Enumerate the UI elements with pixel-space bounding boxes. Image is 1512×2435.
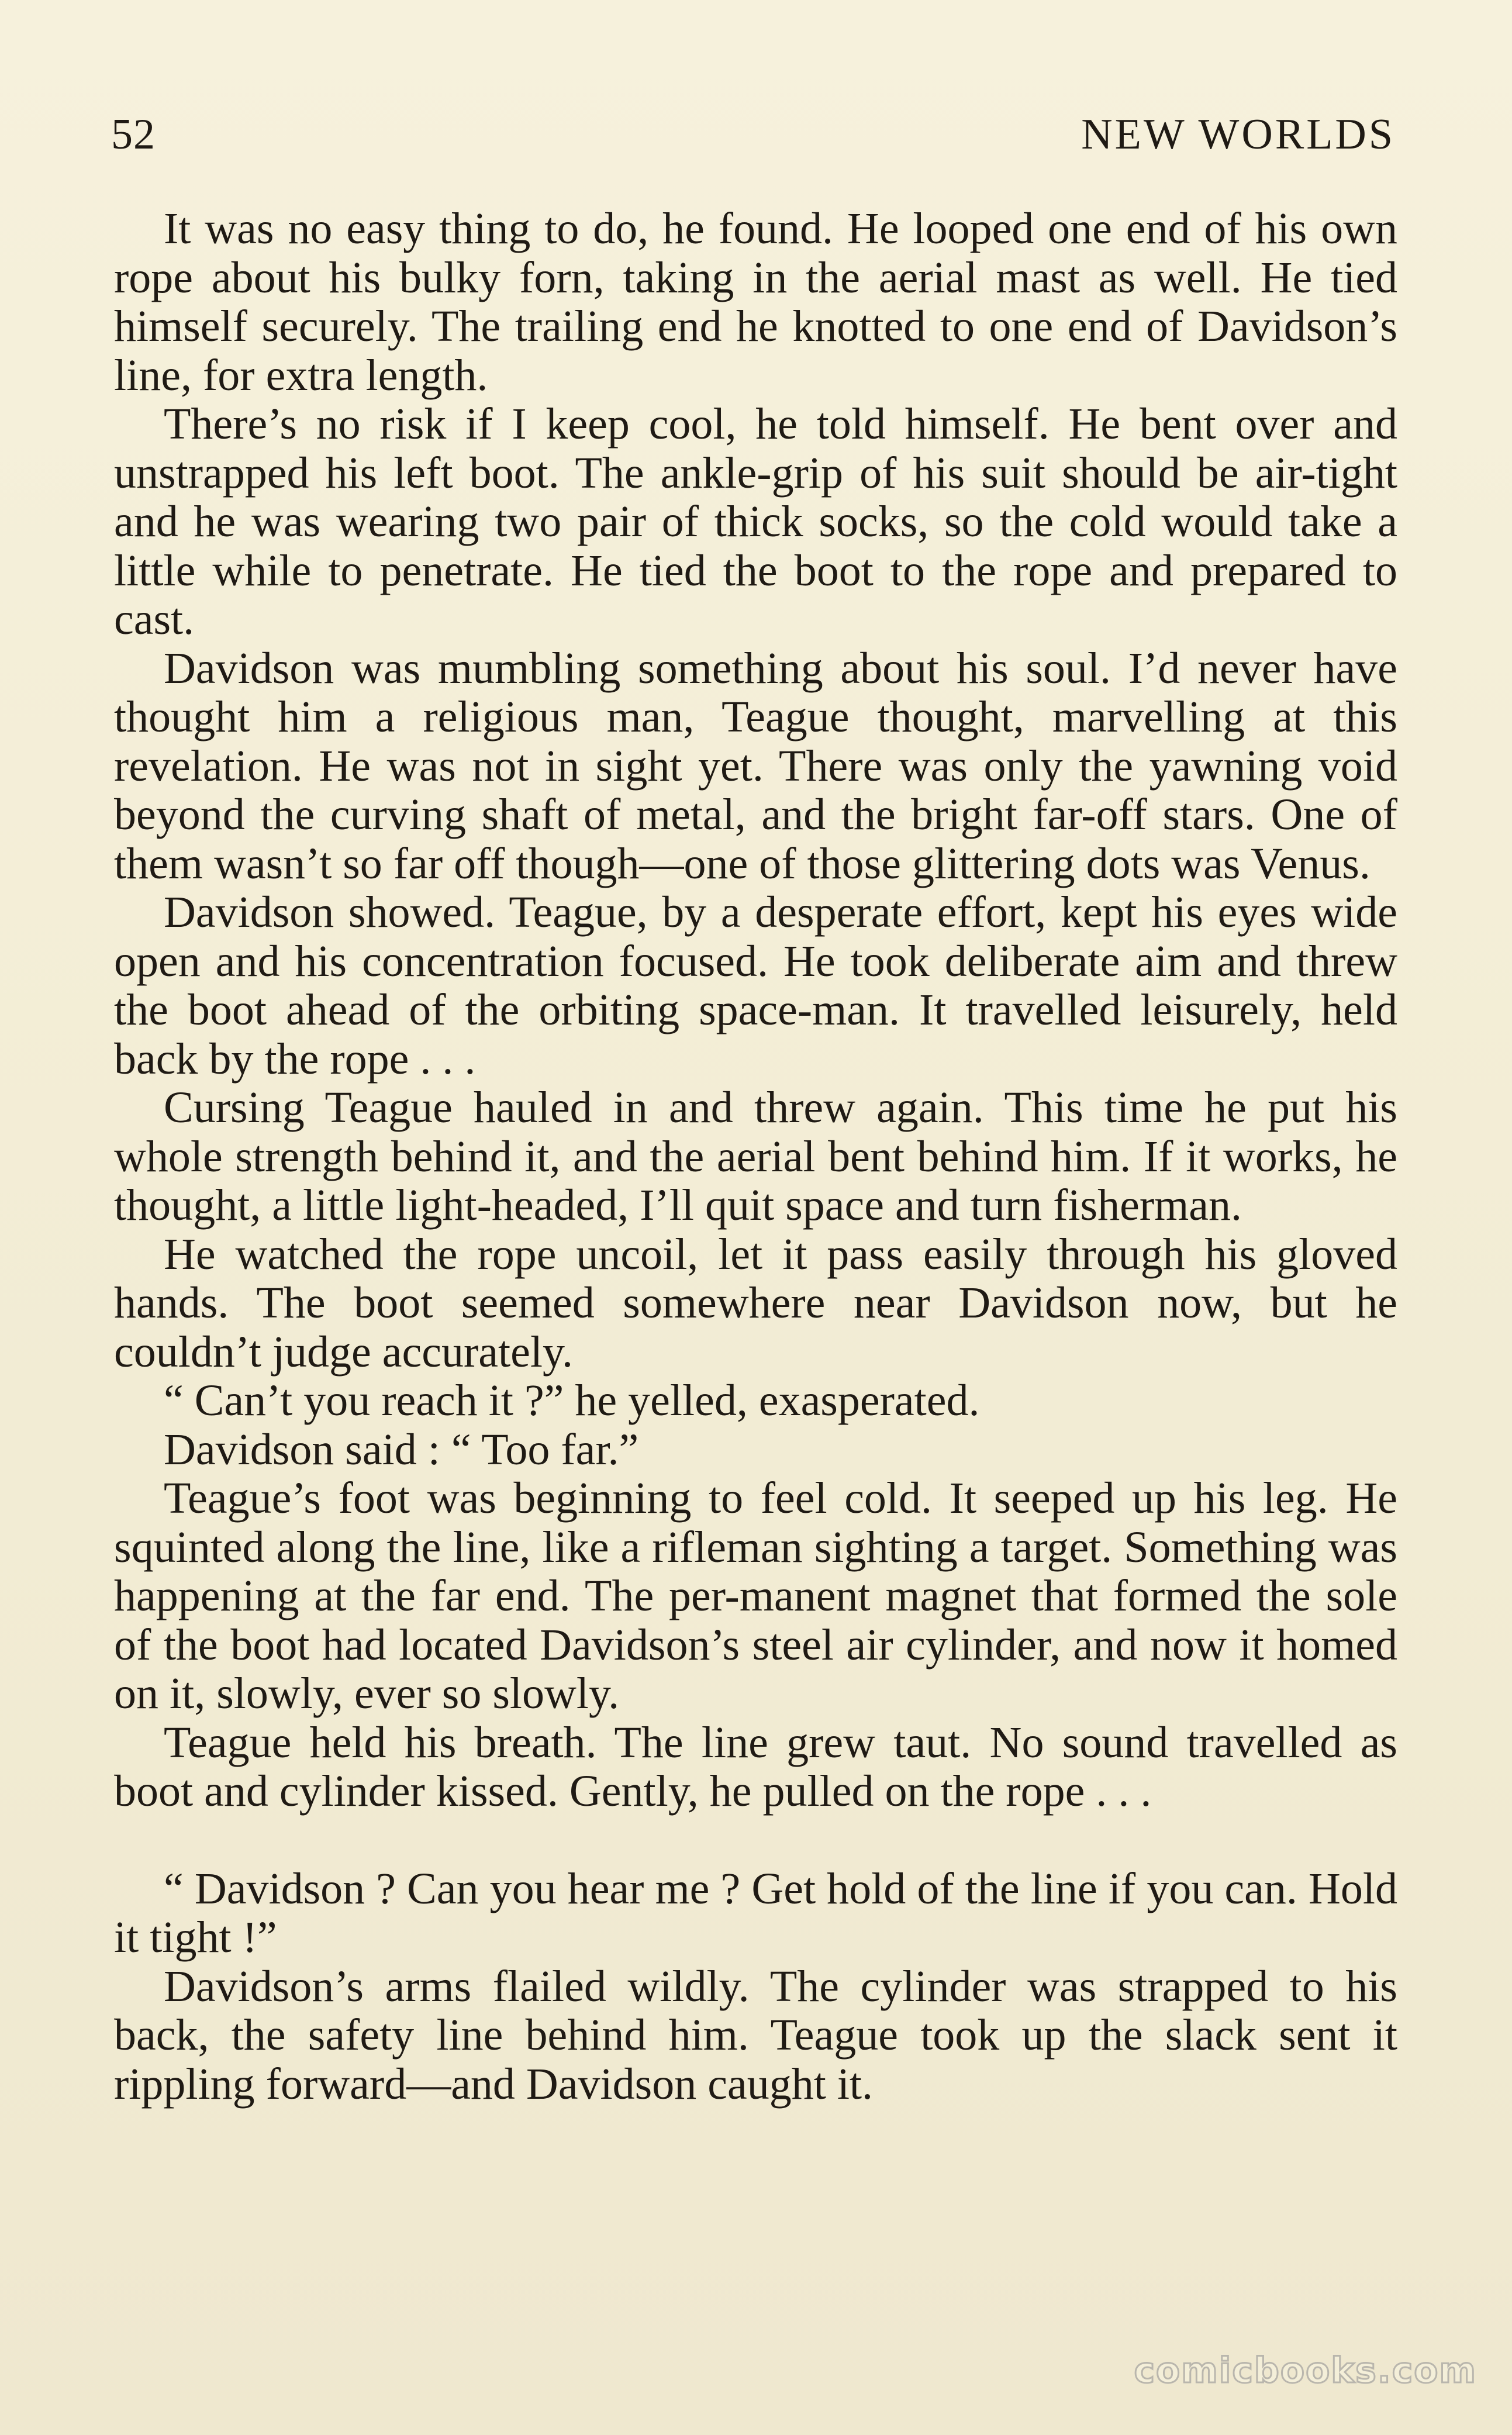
paragraph: There’s no risk if I keep cool, he told himself. He bent over and unstrapped his left boot. The ankle-grip of his suit should be air-tight and he was wearing two pair of thick socks, so the cold would take a little while to penetrate. He tied the boot to the rope and prepared to cast. bbox=[114, 399, 1397, 644]
paragraph: Teague held his breath. The line grew taut. No sound travelled as boot and cylinder kissed. Gently, he pulled on the rope . . . bbox=[114, 1717, 1397, 1816]
paragraph: Teague’s foot was beginning to feel cold. It seeped up his leg. He squinted along the line, like a rifleman sighting a target. Something was happening at the far end. The per-manent magnet that formed the sole of the boot had located Davidson’s steel air cylinder, and now it homed on it, slowly, ever so slowly. bbox=[114, 1474, 1397, 1718]
paragraph: Davidson showed. Teague, by a desperate effort, kept his eyes wide open and his concentration focused. He took deliberate aim and threw the boot ahead of the orbiting space-man. It travelled leisurely, held back by the rope . . . bbox=[114, 888, 1397, 1084]
paragraph: Cursing Teague hauled in and threw again. This time he put his whole strength behind it, and the aerial bent behind him. If it works, he thought, a little light-headed, I’ll quit space and turn fisherman. bbox=[114, 1083, 1397, 1230]
paragraph: Davidson was mumbling something about his soul. I’d never have thought him a religious man, Teague thought, marvelling at this revelation. He was not in sight yet. There was only the yawning void beyond the curving shaft of metal, and the bright far-off stars. One of them wasn’t so far off though—one of those glittering dots was Venus. bbox=[114, 643, 1397, 888]
paragraph: “ Can’t you reach it ?” he yelled, exasperated. bbox=[164, 1376, 980, 1425]
story-body bbox=[114, 205, 1397, 2109]
paragraph: Davidson’s arms flailed wildly. The cylinder was strapped to his back, the safety line behind him. Teague took up the slack sent it rippling forward—and Davidson caught it. bbox=[114, 1961, 1397, 2109]
paragraph: It was no easy thing to do, he found. He looped one end of his own rope about his bulky forn, taking in the aerial mast as well. He tied himself securely. The trailing end he knotted to one end of Davidson’s line, for extra length. bbox=[114, 204, 1397, 400]
paragraph: Davidson said : “ Too far.” bbox=[164, 1425, 639, 1474]
paragraph: He watched the rope uncoil, let it pass easily through his gloved hands. The boot seemed somewhere near Davidson now, but he couldn’t judge accurately. bbox=[114, 1229, 1397, 1377]
running-title: NEW WORLDS bbox=[1081, 111, 1395, 158]
paragraph: “ Davidson ? Can you hear me ? Get hold of the line if you can. Hold it tight !” bbox=[114, 1864, 1397, 1962]
watermark: comicbooks.com bbox=[1134, 2350, 1477, 2391]
page-header bbox=[111, 102, 1395, 167]
page-number: 52 bbox=[111, 111, 156, 158]
